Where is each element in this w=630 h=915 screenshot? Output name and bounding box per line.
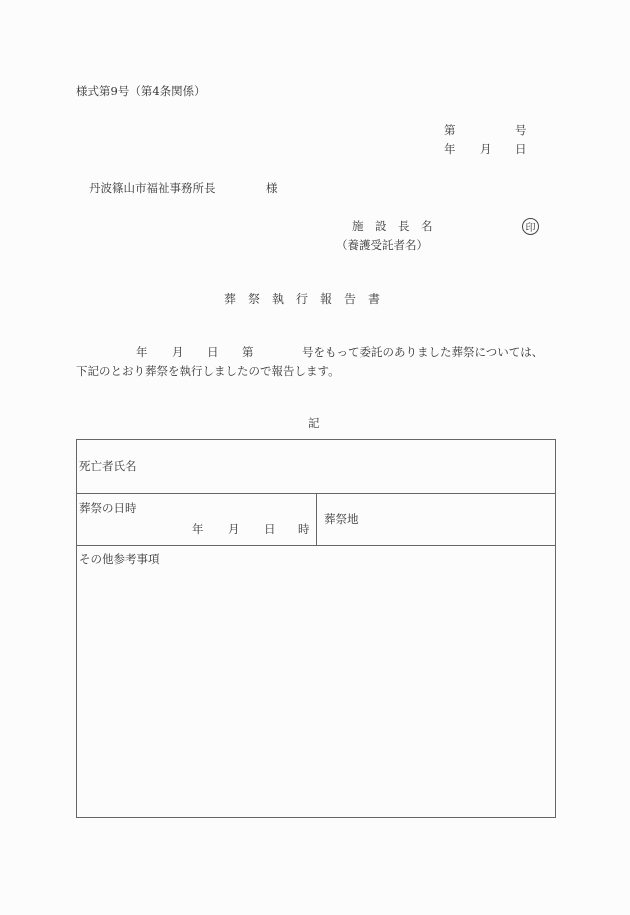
column-divider bbox=[316, 493, 317, 545]
datetime-month: 月 bbox=[228, 522, 240, 536]
doc-number-suffix: 号 bbox=[515, 123, 527, 137]
body-num-prefix: 第 bbox=[242, 345, 254, 359]
body-day: 日 bbox=[207, 345, 219, 359]
sender-label: 施 設 長 名 bbox=[352, 219, 433, 233]
ki-label: 記 bbox=[308, 416, 320, 430]
date-month: 月 bbox=[480, 142, 492, 156]
datetime-year: 年 bbox=[192, 522, 204, 536]
sender-sublabel: （養護受託者名） bbox=[336, 238, 428, 252]
document-title: 葬 祭 執 行 報 告 書 bbox=[224, 292, 381, 306]
row-divider bbox=[77, 545, 555, 546]
datetime-day: 日 bbox=[264, 522, 276, 536]
notes-label: その他参考事項 bbox=[79, 552, 160, 566]
body-year: 年 bbox=[136, 345, 148, 359]
funeral-datetime-label: 葬祭の日時 bbox=[79, 501, 137, 515]
body-line1: 号をもって委託のありました葬祭については、 bbox=[302, 345, 544, 359]
addressee-honorific: 様 bbox=[266, 181, 278, 195]
addressee-name: 丹波篠山市福祉事務所長 bbox=[89, 181, 216, 195]
funeral-place-label: 葬祭地 bbox=[324, 512, 359, 526]
seal-icon: 印 bbox=[522, 218, 539, 235]
body-month: 月 bbox=[172, 345, 184, 359]
doc-number-prefix: 第 bbox=[444, 123, 456, 137]
date-day: 日 bbox=[515, 142, 527, 156]
body-line2: 下記のとおり葬祭を執行しましたので報告します。 bbox=[76, 364, 340, 378]
form-number: 様式第9号（第4条関係） bbox=[76, 84, 206, 98]
deceased-name-label: 死亡者氏名 bbox=[79, 459, 137, 473]
date-year: 年 bbox=[444, 142, 456, 156]
datetime-hour: 時 bbox=[298, 522, 310, 536]
report-table bbox=[76, 439, 556, 818]
